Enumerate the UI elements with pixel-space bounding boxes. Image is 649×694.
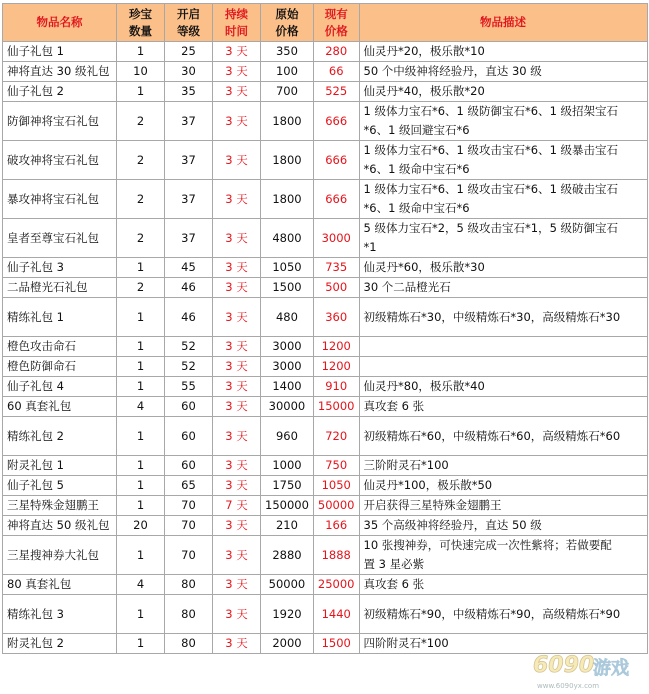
level-cell: 30 xyxy=(165,62,213,82)
table-row xyxy=(3,42,648,62)
description-line: 开启获得三星特殊金翅鹏王 xyxy=(363,498,502,512)
gift-pack-table xyxy=(2,3,648,654)
original-price-cell: 1920 xyxy=(261,595,314,634)
level-cell: 70 xyxy=(165,536,213,575)
duration-cell: 3 天 xyxy=(213,278,261,298)
item-name-cell: 仙子礼包 1 xyxy=(3,42,117,62)
table-row xyxy=(3,536,648,575)
table-row xyxy=(3,82,648,102)
quantity-cell: 1 xyxy=(117,634,165,654)
item-name-cell: 橙色防御命石 xyxy=(3,357,117,377)
item-name-cell: 仙子礼包 5 xyxy=(3,476,117,496)
original-price-cell: 480 xyxy=(261,298,314,337)
level-cell: 60 xyxy=(165,397,213,417)
description-cell xyxy=(359,357,647,377)
current-price-cell: 25000 xyxy=(313,575,359,595)
original-price-cell: 350 xyxy=(261,42,314,62)
description-line: 1 级体力宝石*6、1 级攻击宝石*6、1 级暴击宝石 xyxy=(363,143,619,157)
item-name-cell: 三星搜神券大礼包 xyxy=(3,536,117,575)
level-cell: 80 xyxy=(165,575,213,595)
level-cell: 80 xyxy=(165,595,213,634)
current-price-cell: 66 xyxy=(313,62,359,82)
item-name-cell: 仙子礼包 4 xyxy=(3,377,117,397)
description-line: *6、1 级命中宝石*6 xyxy=(363,162,470,176)
level-cell: 52 xyxy=(165,337,213,357)
quantity-cell: 2 xyxy=(117,102,165,141)
level-cell: 52 xyxy=(165,357,213,377)
quantity-cell: 2 xyxy=(117,180,165,219)
table-row xyxy=(3,476,648,496)
item-name-cell: 60 真套礼包 xyxy=(3,397,117,417)
current-price-cell: 720 xyxy=(313,417,359,456)
header-duration: 持续 时间 xyxy=(213,4,261,42)
quantity-cell: 1 xyxy=(117,82,165,102)
current-price-cell: 166 xyxy=(313,516,359,536)
original-price-cell: 100 xyxy=(261,62,314,82)
duration-cell: 3 天 xyxy=(213,141,261,180)
item-name-cell: 精练礼包 3 xyxy=(3,595,117,634)
level-cell: 37 xyxy=(165,219,213,258)
description-cell xyxy=(359,456,647,476)
description-line: 仙灵丹*40，极乐散*20 xyxy=(363,84,485,98)
quantity-cell: 1 xyxy=(117,595,165,634)
description-cell xyxy=(359,634,647,654)
description-line: 仙灵丹*80，极乐散*40 xyxy=(363,379,485,393)
duration-cell: 3 天 xyxy=(213,476,261,496)
item-name-cell: 附灵礼包 1 xyxy=(3,456,117,476)
level-cell: 55 xyxy=(165,377,213,397)
header-row xyxy=(3,4,648,42)
table-row xyxy=(3,397,648,417)
original-price-cell: 960 xyxy=(261,417,314,456)
description-cell xyxy=(359,575,647,595)
current-price-cell: 280 xyxy=(313,42,359,62)
duration-cell: 3 天 xyxy=(213,456,261,476)
item-name-cell: 破攻神将宝石礼包 xyxy=(3,141,117,180)
current-price-cell: 666 xyxy=(313,102,359,141)
level-cell: 37 xyxy=(165,180,213,219)
original-price-cell: 210 xyxy=(261,516,314,536)
original-price-cell: 3000 xyxy=(261,337,314,357)
item-name-cell: 仙子礼包 2 xyxy=(3,82,117,102)
quantity-cell: 2 xyxy=(117,141,165,180)
item-name-cell: 三星特殊金翅鹏王 xyxy=(3,496,117,516)
table-row xyxy=(3,516,648,536)
current-price-cell: 666 xyxy=(313,141,359,180)
quantity-cell: 1 xyxy=(117,476,165,496)
original-price-cell: 700 xyxy=(261,82,314,102)
item-name-cell: 精练礼包 2 xyxy=(3,417,117,456)
original-price-cell: 1800 xyxy=(261,141,314,180)
table-row xyxy=(3,496,648,516)
header-level: 开启 等级 xyxy=(165,4,213,42)
quantity-cell: 1 xyxy=(117,337,165,357)
current-price-cell: 666 xyxy=(313,180,359,219)
level-cell: 80 xyxy=(165,634,213,654)
quantity-cell: 1 xyxy=(117,496,165,516)
description-cell xyxy=(359,536,647,575)
description-cell xyxy=(359,516,647,536)
level-cell: 70 xyxy=(165,496,213,516)
header-item-name: 物品名称 xyxy=(3,4,117,42)
item-name-cell: 皇者至尊宝石礼包 xyxy=(3,219,117,258)
header-original-price: 原始 价格 xyxy=(261,4,314,42)
svg-text:www.6090yx.com: www.6090yx.com xyxy=(537,682,600,690)
description-line: 初级精炼石*60，中级精炼石*60，高级精炼石*60 xyxy=(363,428,621,443)
duration-cell: 3 天 xyxy=(213,377,261,397)
description-line: 初级精炼石*90，中级精炼石*90，高级精炼石*90 xyxy=(363,606,621,621)
table-row xyxy=(3,456,648,476)
duration-cell: 3 天 xyxy=(213,417,261,456)
original-price-cell: 1800 xyxy=(261,180,314,219)
description-line: 三阶附灵石*100 xyxy=(363,458,449,472)
svg-text:6090: 6090 xyxy=(533,653,595,678)
duration-cell: 3 天 xyxy=(213,357,261,377)
current-price-cell: 360 xyxy=(313,298,359,337)
original-price-cell: 1750 xyxy=(261,476,314,496)
description-line: 仙灵丹*100，极乐散*50 xyxy=(363,478,493,492)
duration-cell: 3 天 xyxy=(213,219,261,258)
description-cell xyxy=(359,496,647,516)
description-cell xyxy=(359,258,647,278)
level-cell: 60 xyxy=(165,417,213,456)
duration-cell: 3 天 xyxy=(213,516,261,536)
item-name-cell: 防御神将宝石礼包 xyxy=(3,102,117,141)
header-description: 物品描述 xyxy=(359,4,647,42)
quantity-cell: 20 xyxy=(117,516,165,536)
table-row xyxy=(3,141,648,180)
description-line: *6、1 级命中宝石*6 xyxy=(363,201,470,215)
description-line: 初级精炼石*30，中级精炼石*30，高级精炼石*30 xyxy=(363,309,621,324)
current-price-cell: 525 xyxy=(313,82,359,102)
current-price-cell: 1200 xyxy=(313,337,359,357)
current-price-cell: 735 xyxy=(313,258,359,278)
description-line: 1 级体力宝石*6、1 级防御宝石*6、1 级招架宝石 xyxy=(363,104,619,118)
original-price-cell: 1400 xyxy=(261,377,314,397)
description-cell xyxy=(359,219,647,258)
description-line: *6、1 级回避宝石*6 xyxy=(363,123,470,137)
quantity-cell: 1 xyxy=(117,377,165,397)
description-cell xyxy=(359,141,647,180)
description-cell xyxy=(359,337,647,357)
item-name-cell: 橙色攻击命石 xyxy=(3,337,117,357)
duration-cell: 3 天 xyxy=(213,298,261,337)
table-row xyxy=(3,634,648,654)
description-line: 30 个二品橙光石 xyxy=(363,280,451,294)
description-cell xyxy=(359,377,647,397)
current-price-cell: 1888 xyxy=(313,536,359,575)
description-cell xyxy=(359,417,647,456)
original-price-cell: 1500 xyxy=(261,278,314,298)
current-price-cell: 500 xyxy=(313,278,359,298)
duration-cell: 3 天 xyxy=(213,634,261,654)
quantity-cell: 1 xyxy=(117,258,165,278)
quantity-cell: 2 xyxy=(117,278,165,298)
current-price-cell: 1440 xyxy=(313,595,359,634)
duration-cell: 3 天 xyxy=(213,62,261,82)
duration-cell: 3 天 xyxy=(213,536,261,575)
description-cell xyxy=(359,62,647,82)
description-cell xyxy=(359,42,647,62)
item-name-cell: 二品橙光石礼包 xyxy=(3,278,117,298)
item-name-cell: 神将直达 50 级礼包 xyxy=(3,516,117,536)
quantity-cell: 1 xyxy=(117,42,165,62)
table-row xyxy=(3,595,648,634)
description-line: 真攻套 6 张 xyxy=(363,399,425,413)
description-cell xyxy=(359,476,647,496)
original-price-cell: 1050 xyxy=(261,258,314,278)
quantity-cell: 1 xyxy=(117,536,165,575)
duration-cell: 3 天 xyxy=(213,397,261,417)
description-cell xyxy=(359,397,647,417)
description-cell xyxy=(359,595,647,634)
original-price-cell: 1000 xyxy=(261,456,314,476)
table-row xyxy=(3,417,648,456)
description-cell xyxy=(359,82,647,102)
quantity-cell: 1 xyxy=(117,417,165,456)
current-price-cell: 15000 xyxy=(313,397,359,417)
quantity-cell: 10 xyxy=(117,62,165,82)
level-cell: 35 xyxy=(165,82,213,102)
duration-cell: 3 天 xyxy=(213,42,261,62)
current-price-cell: 50000 xyxy=(313,496,359,516)
duration-cell: 3 天 xyxy=(213,575,261,595)
level-cell: 45 xyxy=(165,258,213,278)
table-row xyxy=(3,62,648,82)
level-cell: 37 xyxy=(165,102,213,141)
table-row xyxy=(3,298,648,337)
duration-cell: 3 天 xyxy=(213,180,261,219)
header-quantity: 珍宝 数量 xyxy=(117,4,165,42)
description-cell xyxy=(359,278,647,298)
description-line: 5 级体力宝石*2，5 级攻击宝石*1，5 级防御宝石 xyxy=(363,221,619,235)
current-price-cell: 910 xyxy=(313,377,359,397)
current-price-cell: 3000 xyxy=(313,219,359,258)
duration-cell: 3 天 xyxy=(213,337,261,357)
description-line: 10 张搜神券，可快速完成一次性紫将；若做要配 xyxy=(363,538,612,552)
description-cell xyxy=(359,180,647,219)
level-cell: 46 xyxy=(165,278,213,298)
table-row xyxy=(3,278,648,298)
original-price-cell: 2880 xyxy=(261,536,314,575)
current-price-cell: 1500 xyxy=(313,634,359,654)
description-line: 真攻套 6 张 xyxy=(363,577,425,591)
description-line: *1 xyxy=(363,240,377,254)
level-cell: 25 xyxy=(165,42,213,62)
level-cell: 46 xyxy=(165,298,213,337)
current-price-cell: 1050 xyxy=(313,476,359,496)
description-line: 1 级体力宝石*6、1 级攻击宝石*6、1 级破击宝石 xyxy=(363,182,619,196)
duration-cell: 3 天 xyxy=(213,102,261,141)
table-row xyxy=(3,337,648,357)
original-price-cell: 4800 xyxy=(261,219,314,258)
table-row xyxy=(3,180,648,219)
original-price-cell: 1800 xyxy=(261,102,314,141)
table-row xyxy=(3,258,648,278)
level-cell: 70 xyxy=(165,516,213,536)
original-price-cell: 30000 xyxy=(261,397,314,417)
description-line: 35 个高级神将经验丹，直达 50 级 xyxy=(363,518,542,532)
original-price-cell: 2000 xyxy=(261,634,314,654)
description-line: 50 个中级神将经验丹，直达 30 级 xyxy=(363,64,542,78)
svg-text:游戏: 游戏 xyxy=(593,658,629,679)
table-row xyxy=(3,357,648,377)
quantity-cell: 1 xyxy=(117,456,165,476)
duration-cell: 3 天 xyxy=(213,258,261,278)
current-price-cell: 750 xyxy=(313,456,359,476)
original-price-cell: 3000 xyxy=(261,357,314,377)
level-cell: 37 xyxy=(165,141,213,180)
duration-cell: 7 天 xyxy=(213,496,261,516)
quantity-cell: 1 xyxy=(117,298,165,337)
watermark-logo xyxy=(531,648,643,692)
description-cell xyxy=(359,298,647,337)
quantity-cell: 4 xyxy=(117,575,165,595)
table-row xyxy=(3,377,648,397)
item-name-cell: 仙子礼包 3 xyxy=(3,258,117,278)
item-name-cell: 附灵礼包 2 xyxy=(3,634,117,654)
item-name-cell: 精练礼包 1 xyxy=(3,298,117,337)
quantity-cell: 4 xyxy=(117,397,165,417)
table-row xyxy=(3,219,648,258)
description-line: 仙灵丹*60，极乐散*30 xyxy=(363,260,485,274)
quantity-cell: 2 xyxy=(117,219,165,258)
description-line: 仙灵丹*20，极乐散*10 xyxy=(363,44,485,58)
header-current-price: 现有 价格 xyxy=(313,4,359,42)
level-cell: 65 xyxy=(165,476,213,496)
level-cell: 60 xyxy=(165,456,213,476)
item-name-cell: 暴攻神将宝石礼包 xyxy=(3,180,117,219)
description-line: 置 3 星必紫 xyxy=(363,557,425,571)
duration-cell: 3 天 xyxy=(213,82,261,102)
description-cell xyxy=(359,102,647,141)
item-name-cell: 80 真套礼包 xyxy=(3,575,117,595)
table-row xyxy=(3,102,648,141)
current-price-cell: 1200 xyxy=(313,357,359,377)
item-name-cell: 神将直达 30 级礼包 xyxy=(3,62,117,82)
original-price-cell: 50000 xyxy=(261,575,314,595)
table-row xyxy=(3,575,648,595)
quantity-cell: 1 xyxy=(117,357,165,377)
duration-cell: 3 天 xyxy=(213,595,261,634)
original-price-cell: 150000 xyxy=(261,496,314,516)
description-line: 四阶附灵石*100 xyxy=(363,636,449,650)
